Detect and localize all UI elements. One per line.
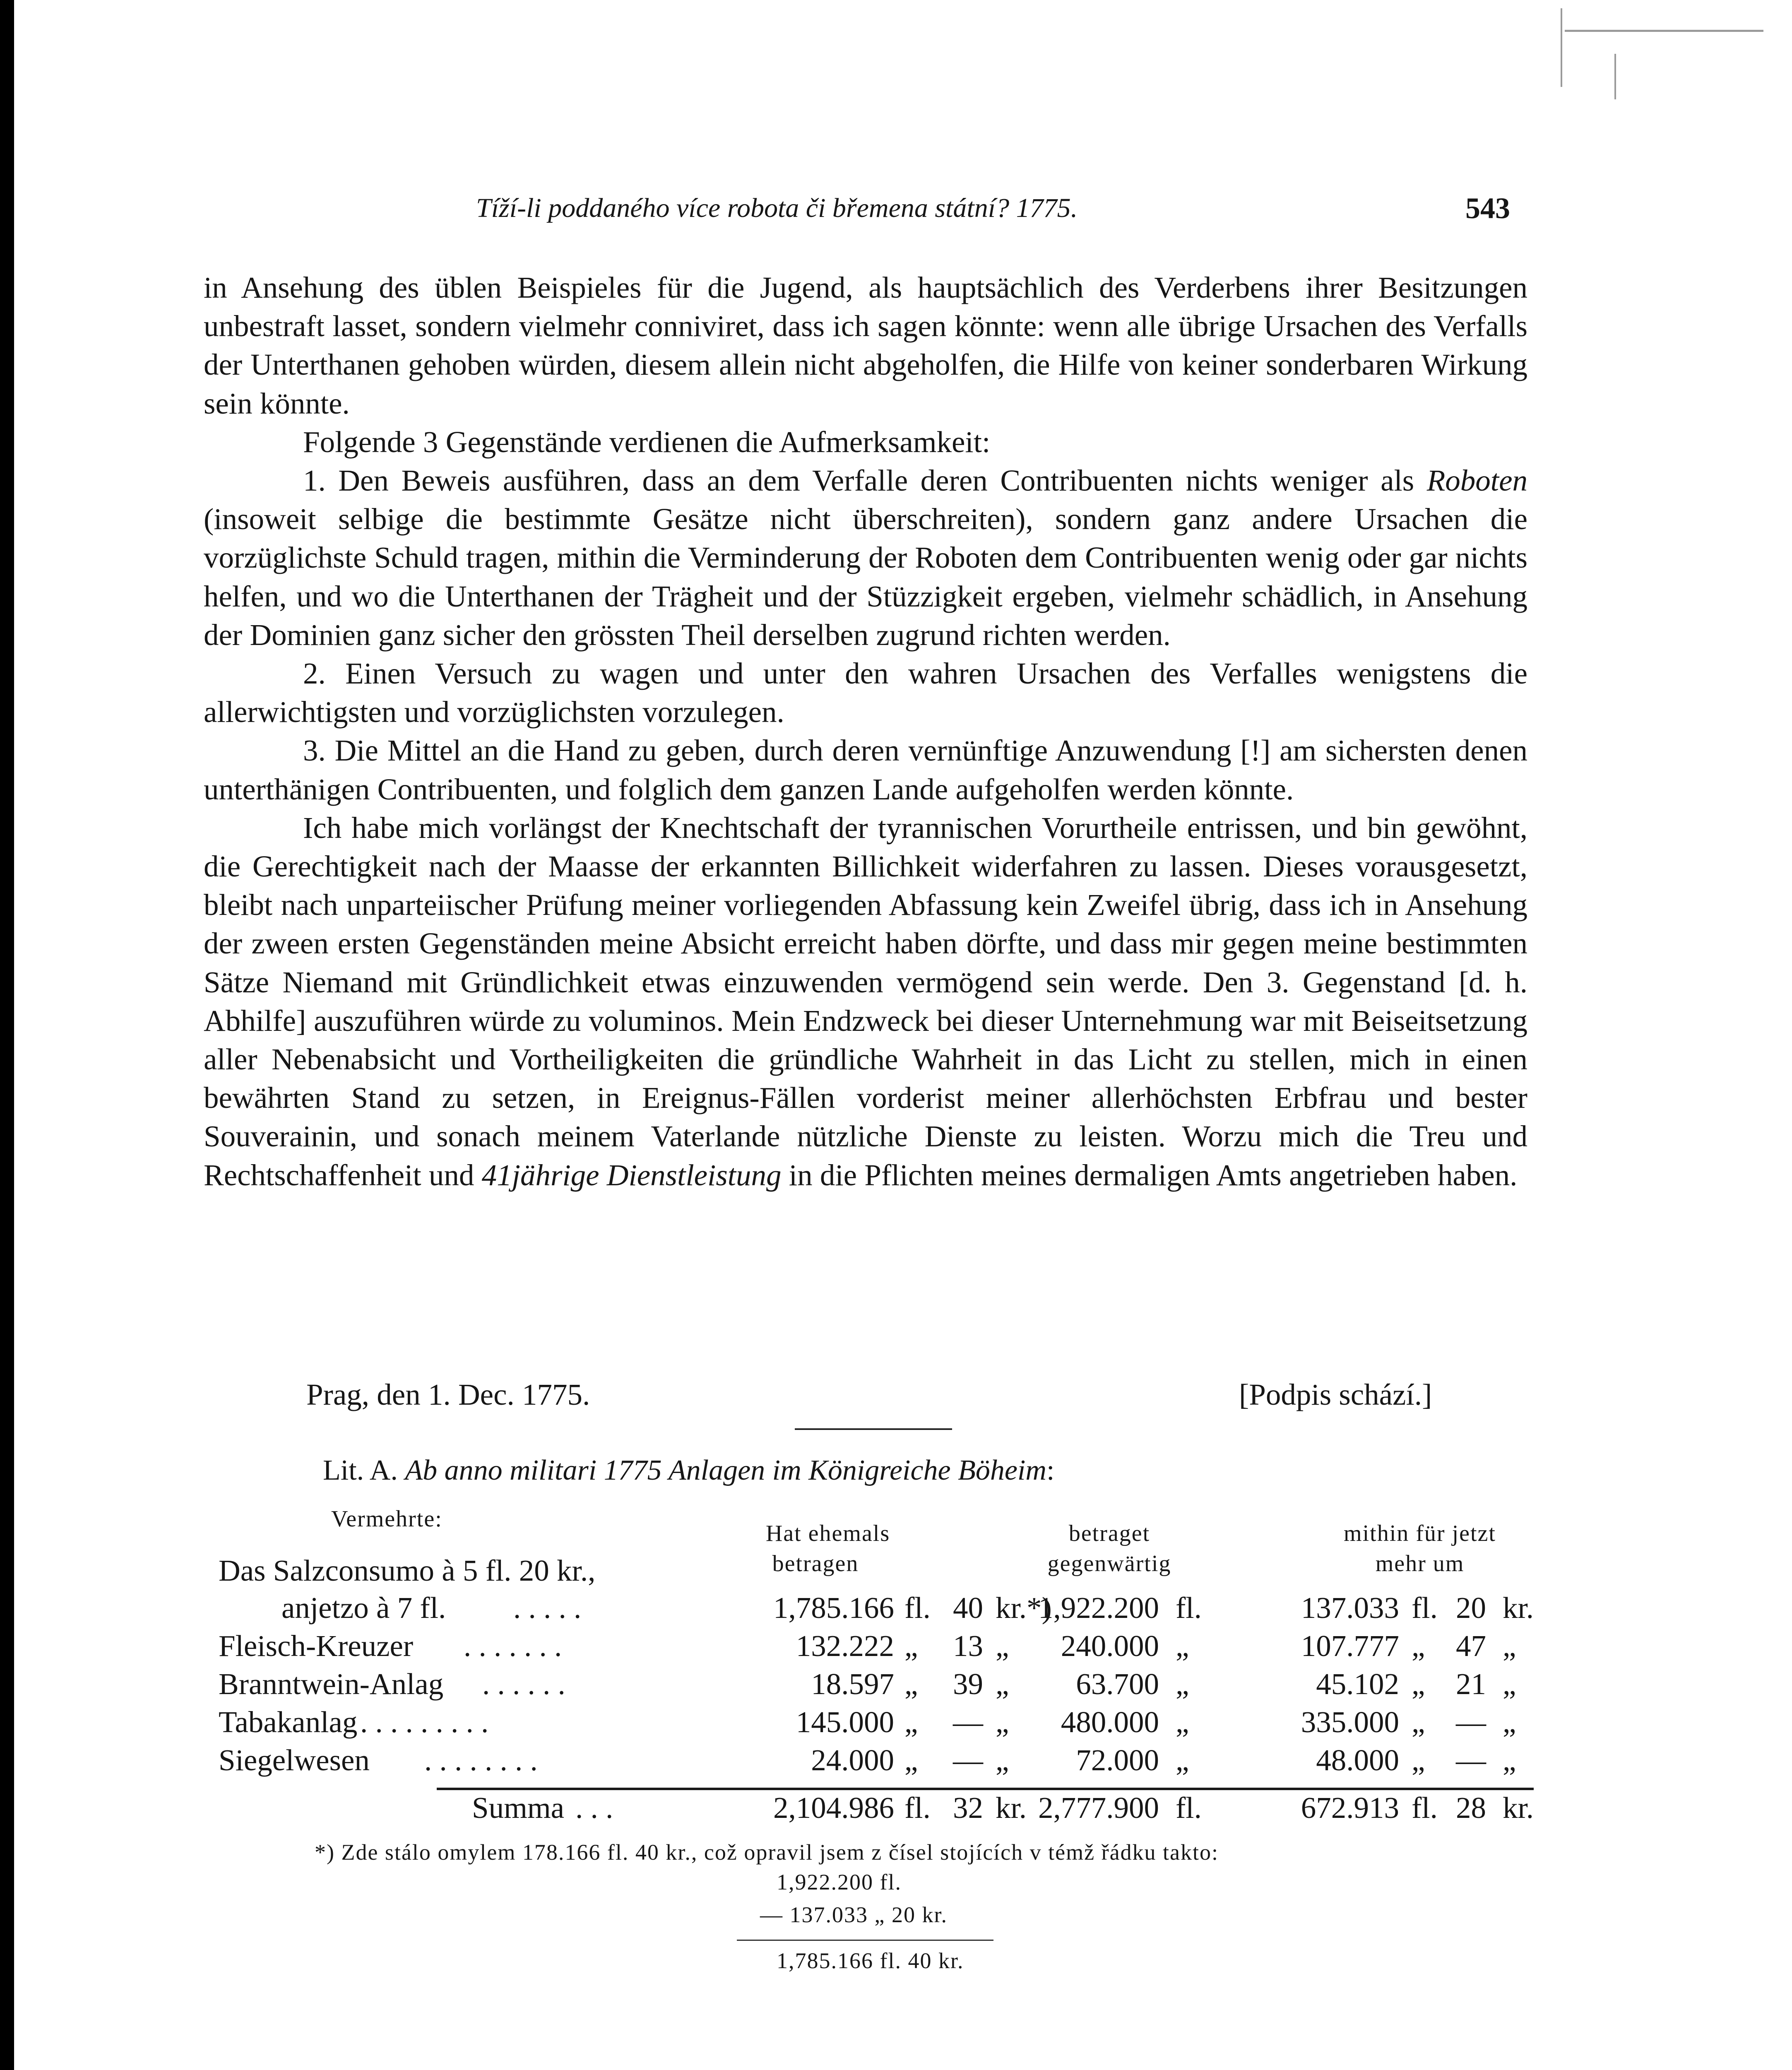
- prev-kr-unit: „: [996, 1629, 1009, 1663]
- diff-kr-unit: „: [1503, 1743, 1516, 1777]
- paragraph: [204, 461, 1527, 654]
- body-text: [204, 268, 1527, 1194]
- prev-kr: 39: [953, 1667, 983, 1701]
- diff-value: 45.102: [1316, 1667, 1399, 1701]
- header-mehr-um: mehr um: [1375, 1551, 1465, 1577]
- row-label: Siegelwesen: [219, 1743, 370, 1777]
- prev-unit: fl.: [904, 1791, 931, 1824]
- header-hat-ehemals: Hat ehemals: [765, 1521, 890, 1546]
- row-leader: . . .: [575, 1791, 613, 1824]
- text-run: 3. Die Mittel an die Hand zu geben, durch deren vernünftige Anzuwendung [!] am sichersten denen unterthänigen Contribuenten, und folglich dem ganzen Lande aufgeholfen werden könnte.: [204, 734, 1527, 806]
- diff-value: 107.777: [1301, 1629, 1399, 1663]
- prev-unit: „: [904, 1743, 918, 1777]
- paragraph: [204, 654, 1527, 731]
- now-value: 1,922.200: [1038, 1591, 1159, 1625]
- text-run: Folgende 3 Gegenstände verdienen die Aufmerksamkeit:: [303, 425, 991, 459]
- diff-kr-unit: „: [1503, 1629, 1516, 1663]
- now-unit: „: [1176, 1629, 1189, 1663]
- prev-kr: —: [953, 1705, 983, 1739]
- now-unit: „: [1176, 1667, 1189, 1701]
- appendix-heading: [323, 1454, 1054, 1487]
- paragraph: [204, 423, 1527, 461]
- header-vermehrte: Vermehrte:: [331, 1506, 443, 1532]
- paragraph: [204, 809, 1527, 1194]
- row-label: Branntwein-Anlag: [219, 1667, 444, 1701]
- prev-value: 2,104.986: [773, 1791, 894, 1824]
- diff-kr: 28: [1456, 1791, 1486, 1824]
- row-leader: . . . . .: [513, 1591, 582, 1625]
- row-label: Summa: [472, 1791, 565, 1824]
- prev-kr: —: [953, 1743, 983, 1777]
- text-run: Ich habe mich vorlängst der Knechtschaft der tyrannischen Vorurtheile entrissen, und bin gewöhnt, die Gerechtigkeit nach der Maasse der erkannten Billichkeit widerfahren zu lassen. Dieses vorausgesetzt, bleibt nach unparteiischer Prüfung meiner vorliegenden Abfassung kein Zweifel übrig, dass ich in Ansehung der zween ersten Gegenständen meine Absicht erreicht haben dörfte, und dass mir gegen meine bestimmten Sätze Niemand mit Gründlichkeit etwas einzuwenden vermögend sein werde. Den 3. Gegenstand [d. h. Abhilfe] auszuführen würde zu voluminos. Mein Endzweck bei dieser Unternehmung war mit Beiseitsetzung aller Nebenabsicht und Vortheiligkeiten die gründliche Wahrheit in das Licht zu stellen, mich in einen bewährten Stand zu setzen, in Ereignus-Fällen vorderist meiner allerhöchsten Erbfrau und bester Souverainin, und sonach meinem Vaterlande nützliche Dienste zu leisten. Worzu mich die Treu und Rechtschaffenheit und: [204, 811, 1527, 1192]
- now-value: 240.000: [1061, 1629, 1159, 1663]
- diff-unit: „: [1412, 1667, 1425, 1701]
- row-leader: . . . . . . . .: [424, 1743, 538, 1777]
- row-label: anjetzo à 7 fl.: [281, 1591, 446, 1625]
- footnote-calc-3: 1,785.166 fl. 40 kr.: [777, 1948, 964, 1973]
- italic-text: Roboten: [1426, 464, 1527, 498]
- prev-kr-unit: „: [996, 1705, 1009, 1739]
- header-gegenwartig: gegenwärtig: [1047, 1551, 1171, 1577]
- now-value: 72.000: [1076, 1743, 1159, 1777]
- now-value: 480.000: [1061, 1705, 1159, 1739]
- appendix-suffix: :: [1046, 1454, 1055, 1486]
- prev-value: 18.597: [811, 1667, 894, 1701]
- prev-kr-unit: kr.: [996, 1791, 1027, 1824]
- scan-mark: [1614, 54, 1616, 99]
- text-run: in Ansehung des üblen Beispieles für die Jugend, als hauptsächlich des Verderbens ihrer Besitzungen unbestraft lasset, sondern vielmehr conniviret, dass ich sagen könnte: wenn alle übrige Ursachen des Verfalls der Unterthanen gehoben würden, diesem allein nicht abgeholfen, die Hilfe von keiner sonderbaren Wirkung sein könnte.: [204, 271, 1527, 420]
- appendix-title: Ab anno militari 1775 Anlagen im Königreiche Böheim: [405, 1454, 1046, 1486]
- prev-kr-unit: kr.*): [996, 1591, 1052, 1625]
- prev-unit: „: [904, 1705, 918, 1739]
- text-run: 2. Einen Versuch zu wagen und unter den wahren Ursachen des Verfalles wenigstens die allerwichtigsten und vorzüglichsten vorzulegen.: [204, 657, 1527, 729]
- diff-kr: —: [1456, 1705, 1486, 1739]
- prev-value: 1,785.166: [773, 1591, 894, 1625]
- now-unit: „: [1176, 1743, 1189, 1777]
- text-run: (insoweit selbige die bestimmte Gesätze nicht überschreiten), sondern ganz andere Ursachen die vorzüglichste Schuld tragen, mithin die Verminderung der Roboten dem Contribuenten wenig oder gar nichts helfen, und wo die Unterthanen der Trägheit und der Stüzzigkeit ergeben, vielmehr schädlich, in Ansehung der Dominien ganz sicher den grössten Theil derselben zugrund richten werden.: [204, 502, 1527, 652]
- prev-kr: 32: [953, 1791, 983, 1824]
- signature-note: [Podpis schází.]: [1239, 1378, 1432, 1411]
- header-betraget: betraget: [1068, 1521, 1150, 1546]
- footnote-text: *) Zde stálo omylem 178.166 fl. 40 kr., což opravil jsem z čísel stojících v témž řádku takto:: [315, 1840, 1219, 1865]
- prev-unit: „: [904, 1629, 918, 1663]
- diff-value: 672.913: [1301, 1791, 1399, 1824]
- paragraph: [204, 268, 1527, 423]
- text-run: in die Pflichten meines dermaligen Amts angetrieben haben.: [781, 1158, 1518, 1192]
- sum-rule: [437, 1788, 1534, 1790]
- row-leader: . . . . . .: [482, 1667, 565, 1701]
- prev-value: 132.222: [796, 1629, 894, 1663]
- diff-value: 48.000: [1316, 1743, 1399, 1777]
- page-number: 543: [1465, 192, 1510, 225]
- italic-text: 41jährige Dienstleistung: [481, 1158, 782, 1192]
- row-label: Fleisch-Kreuzer: [219, 1629, 414, 1663]
- place-date: Prag, den 1. Dec. 1775.: [306, 1378, 590, 1411]
- paragraph: [204, 731, 1527, 808]
- diff-unit: „: [1412, 1705, 1425, 1739]
- diff-unit: fl.: [1412, 1791, 1438, 1824]
- now-unit: fl.: [1176, 1591, 1202, 1625]
- diff-unit: fl.: [1412, 1591, 1438, 1625]
- scan-mark: [1565, 30, 1763, 32]
- prev-kr: 13: [953, 1629, 983, 1663]
- diff-kr-unit: „: [1503, 1705, 1516, 1739]
- diff-kr: —: [1456, 1743, 1486, 1777]
- diff-value: 137.033: [1301, 1591, 1399, 1625]
- prev-kr-unit: „: [996, 1667, 1009, 1701]
- now-unit: „: [1176, 1705, 1189, 1739]
- diff-kr: 21: [1456, 1667, 1486, 1701]
- prev-kr: 40: [953, 1591, 983, 1625]
- row-leader: . . . . . . .: [464, 1629, 562, 1663]
- prev-kr-unit: „: [996, 1743, 1009, 1777]
- text-run: 1. Den Beweis ausführen, dass an dem Verfalle deren Contribuenten nichts weniger als: [303, 464, 1427, 498]
- diff-unit: „: [1412, 1743, 1425, 1777]
- now-value: 2,777.900: [1038, 1791, 1159, 1824]
- diff-unit: „: [1412, 1629, 1425, 1663]
- separator-rule: [795, 1428, 952, 1430]
- row-label: Tabakanlag: [219, 1705, 358, 1739]
- diff-kr-unit: kr.: [1503, 1791, 1534, 1824]
- running-head: Tíží-li poddaného více robota či břemena státní? 1775.: [476, 193, 1078, 223]
- header-betragen: betragen: [772, 1551, 859, 1577]
- scan-mark: [1561, 8, 1562, 87]
- scan-edge-left: [0, 0, 14, 2070]
- footnote-calc-2: — 137.033 „ 20 kr.: [760, 1902, 948, 1927]
- header-mithin: mithin für jetzt: [1344, 1521, 1496, 1546]
- prev-unit: „: [904, 1667, 918, 1701]
- appendix-prefix: Lit. A.: [323, 1454, 398, 1486]
- now-value: 63.700: [1076, 1667, 1159, 1701]
- diff-kr-unit: kr.: [1503, 1591, 1534, 1625]
- diff-kr-unit: „: [1503, 1667, 1516, 1701]
- footnote-calc-1: 1,922.200 fl.: [777, 1870, 902, 1894]
- footnote-calc-rule: [737, 1940, 993, 1941]
- salz-label: Das Salzconsumo à 5 fl. 20 kr.,: [219, 1554, 596, 1587]
- row-leader: . . . . . . . . .: [360, 1705, 489, 1739]
- now-unit: fl.: [1176, 1791, 1202, 1824]
- prev-unit: fl.: [904, 1591, 931, 1625]
- diff-kr: 20: [1456, 1591, 1486, 1625]
- diff-value: 335.000: [1301, 1705, 1399, 1739]
- prev-value: 145.000: [796, 1705, 894, 1739]
- prev-value: 24.000: [811, 1743, 894, 1777]
- diff-kr: 47: [1456, 1629, 1486, 1663]
